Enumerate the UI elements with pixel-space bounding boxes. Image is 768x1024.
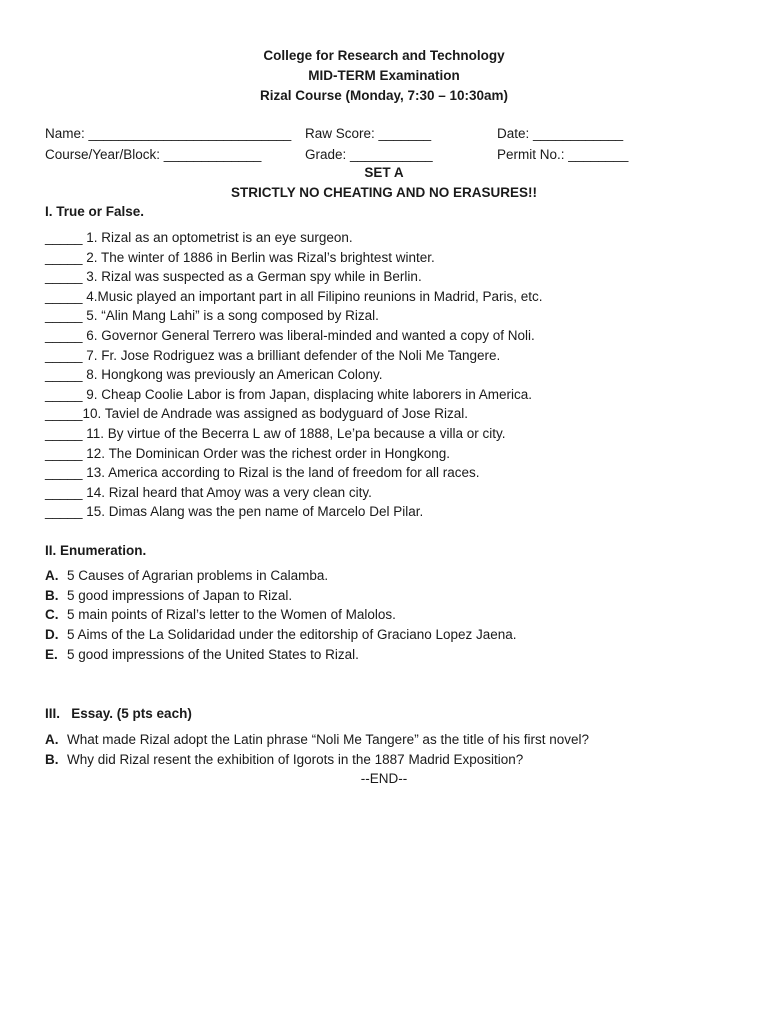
end-marker: --END-- (360, 771, 408, 786)
item-letter: C. (45, 607, 59, 623)
list-item: _____ 5. “Alin Mang Lahi” is a song composed by Rizal. (45, 308, 379, 324)
grade-field: Grade: ___________ (305, 147, 433, 162)
list-item: _____ 9. Cheap Coolie Labor is from Japan, displacing white laborers in America. (45, 386, 533, 402)
set-block (0, 163, 768, 203)
list-item: _____ 6. Governor General Terrero was liberal-minded and wanted a copy of Noli. (45, 327, 535, 343)
set-label: SET A (364, 165, 404, 180)
permit-no-field: Permit No.: ________ (497, 147, 629, 162)
list-item (45, 730, 589, 750)
list-item: _____ 14. Rizal heard that Amoy was a very clean city. (45, 484, 372, 500)
section-essay-title: III. Essay. (5 pts each) (45, 706, 192, 721)
item-text: Why did Rizal resent the exhibition of Igorots in the 1887 Madrid Exposition? (67, 751, 524, 767)
date-field: Date: ____________ (497, 126, 624, 141)
item-letter: D. (45, 627, 59, 643)
list-item: _____ 15. Dimas Alang was the pen name of Marcelo Del Pilar. (45, 504, 424, 520)
item-letter: E. (45, 646, 58, 662)
item-text: 5 main points of Rizal’s letter to the Women of Malolos. (67, 607, 396, 623)
item-letter: B. (45, 751, 59, 767)
list-item: _____ 11. By virtue of the Becerra L aw of 1888, Le’pa because a villa or city. (45, 425, 506, 441)
list-item: _____ 12. The Dominican Order was the richest order in Hongkong. (45, 445, 450, 461)
exam-header (0, 46, 768, 106)
course-title: Rizal Course (Monday, 7:30 – 10:30am) (259, 88, 509, 103)
list-item (45, 586, 517, 606)
list-item (45, 645, 517, 665)
list-item: _____ 4.Music played an important part in all Filipino reunions in Madrid, Paris, etc. (45, 288, 543, 304)
raw-score-field: Raw Score: _______ (305, 126, 432, 141)
section-enumeration-title: II. Enumeration. (45, 543, 147, 558)
list-item: _____ 1. Rizal as an optometrist is an eye surgeon. (45, 230, 353, 245)
list-item (45, 625, 517, 645)
warning-text: STRICTLY NO CHEATING AND NO ERASURES!! (230, 185, 538, 200)
section-true-false-title: I. True or False. (45, 204, 145, 219)
info-row-1 (45, 123, 745, 144)
essay-list (45, 730, 589, 769)
item-letter: A. (45, 568, 59, 583)
list-item: _____ 13. America according to Rizal is the land of freedom for all races. (45, 465, 480, 481)
school-name: College for Research and Technology (263, 48, 505, 63)
item-text: 5 Causes of Agrarian problems in Calamba. (67, 568, 329, 583)
student-info (45, 123, 745, 165)
list-item: _____10. Taviel de Andrade was assigned as bodyguard of Jose Rizal. (45, 406, 469, 422)
list-item (45, 566, 517, 586)
item-text: 5 good impressions of Japan to Rizal. (67, 587, 293, 603)
item-letter: B. (45, 587, 59, 603)
name-field: Name: ___________________________ (45, 126, 292, 141)
exam-title: MID-TERM Examination (308, 68, 460, 83)
list-item: _____ 8. Hongkong was previously an American Colony. (45, 367, 383, 383)
list-item (45, 605, 517, 625)
course-year-block-field: Course/Year/Block: _____________ (45, 147, 262, 162)
list-item (45, 750, 589, 770)
list-item: _____ 2. The winter of 1886 in Berlin was Rizal’s brightest winter. (45, 249, 435, 265)
item-text: 5 good impressions of the United States to Rizal. (67, 646, 359, 662)
info-row-2 (45, 144, 745, 165)
list-item: _____ 7. Fr. Jose Rodriguez was a brilliant defender of the Noli Me Tangere. (45, 347, 501, 363)
enumeration-list (45, 566, 517, 665)
item-text: 5 Aims of the La Solidaridad under the editorship of Graciano Lopez Jaena. (67, 627, 517, 643)
true-false-list (45, 228, 543, 522)
item-letter: A. (45, 732, 59, 747)
item-text: What made Rizal adopt the Latin phrase “Noli Me Tangere” as the title of his first novel? (67, 732, 590, 747)
list-item: _____ 3. Rizal was suspected as a German spy while in Berlin. (45, 269, 422, 285)
